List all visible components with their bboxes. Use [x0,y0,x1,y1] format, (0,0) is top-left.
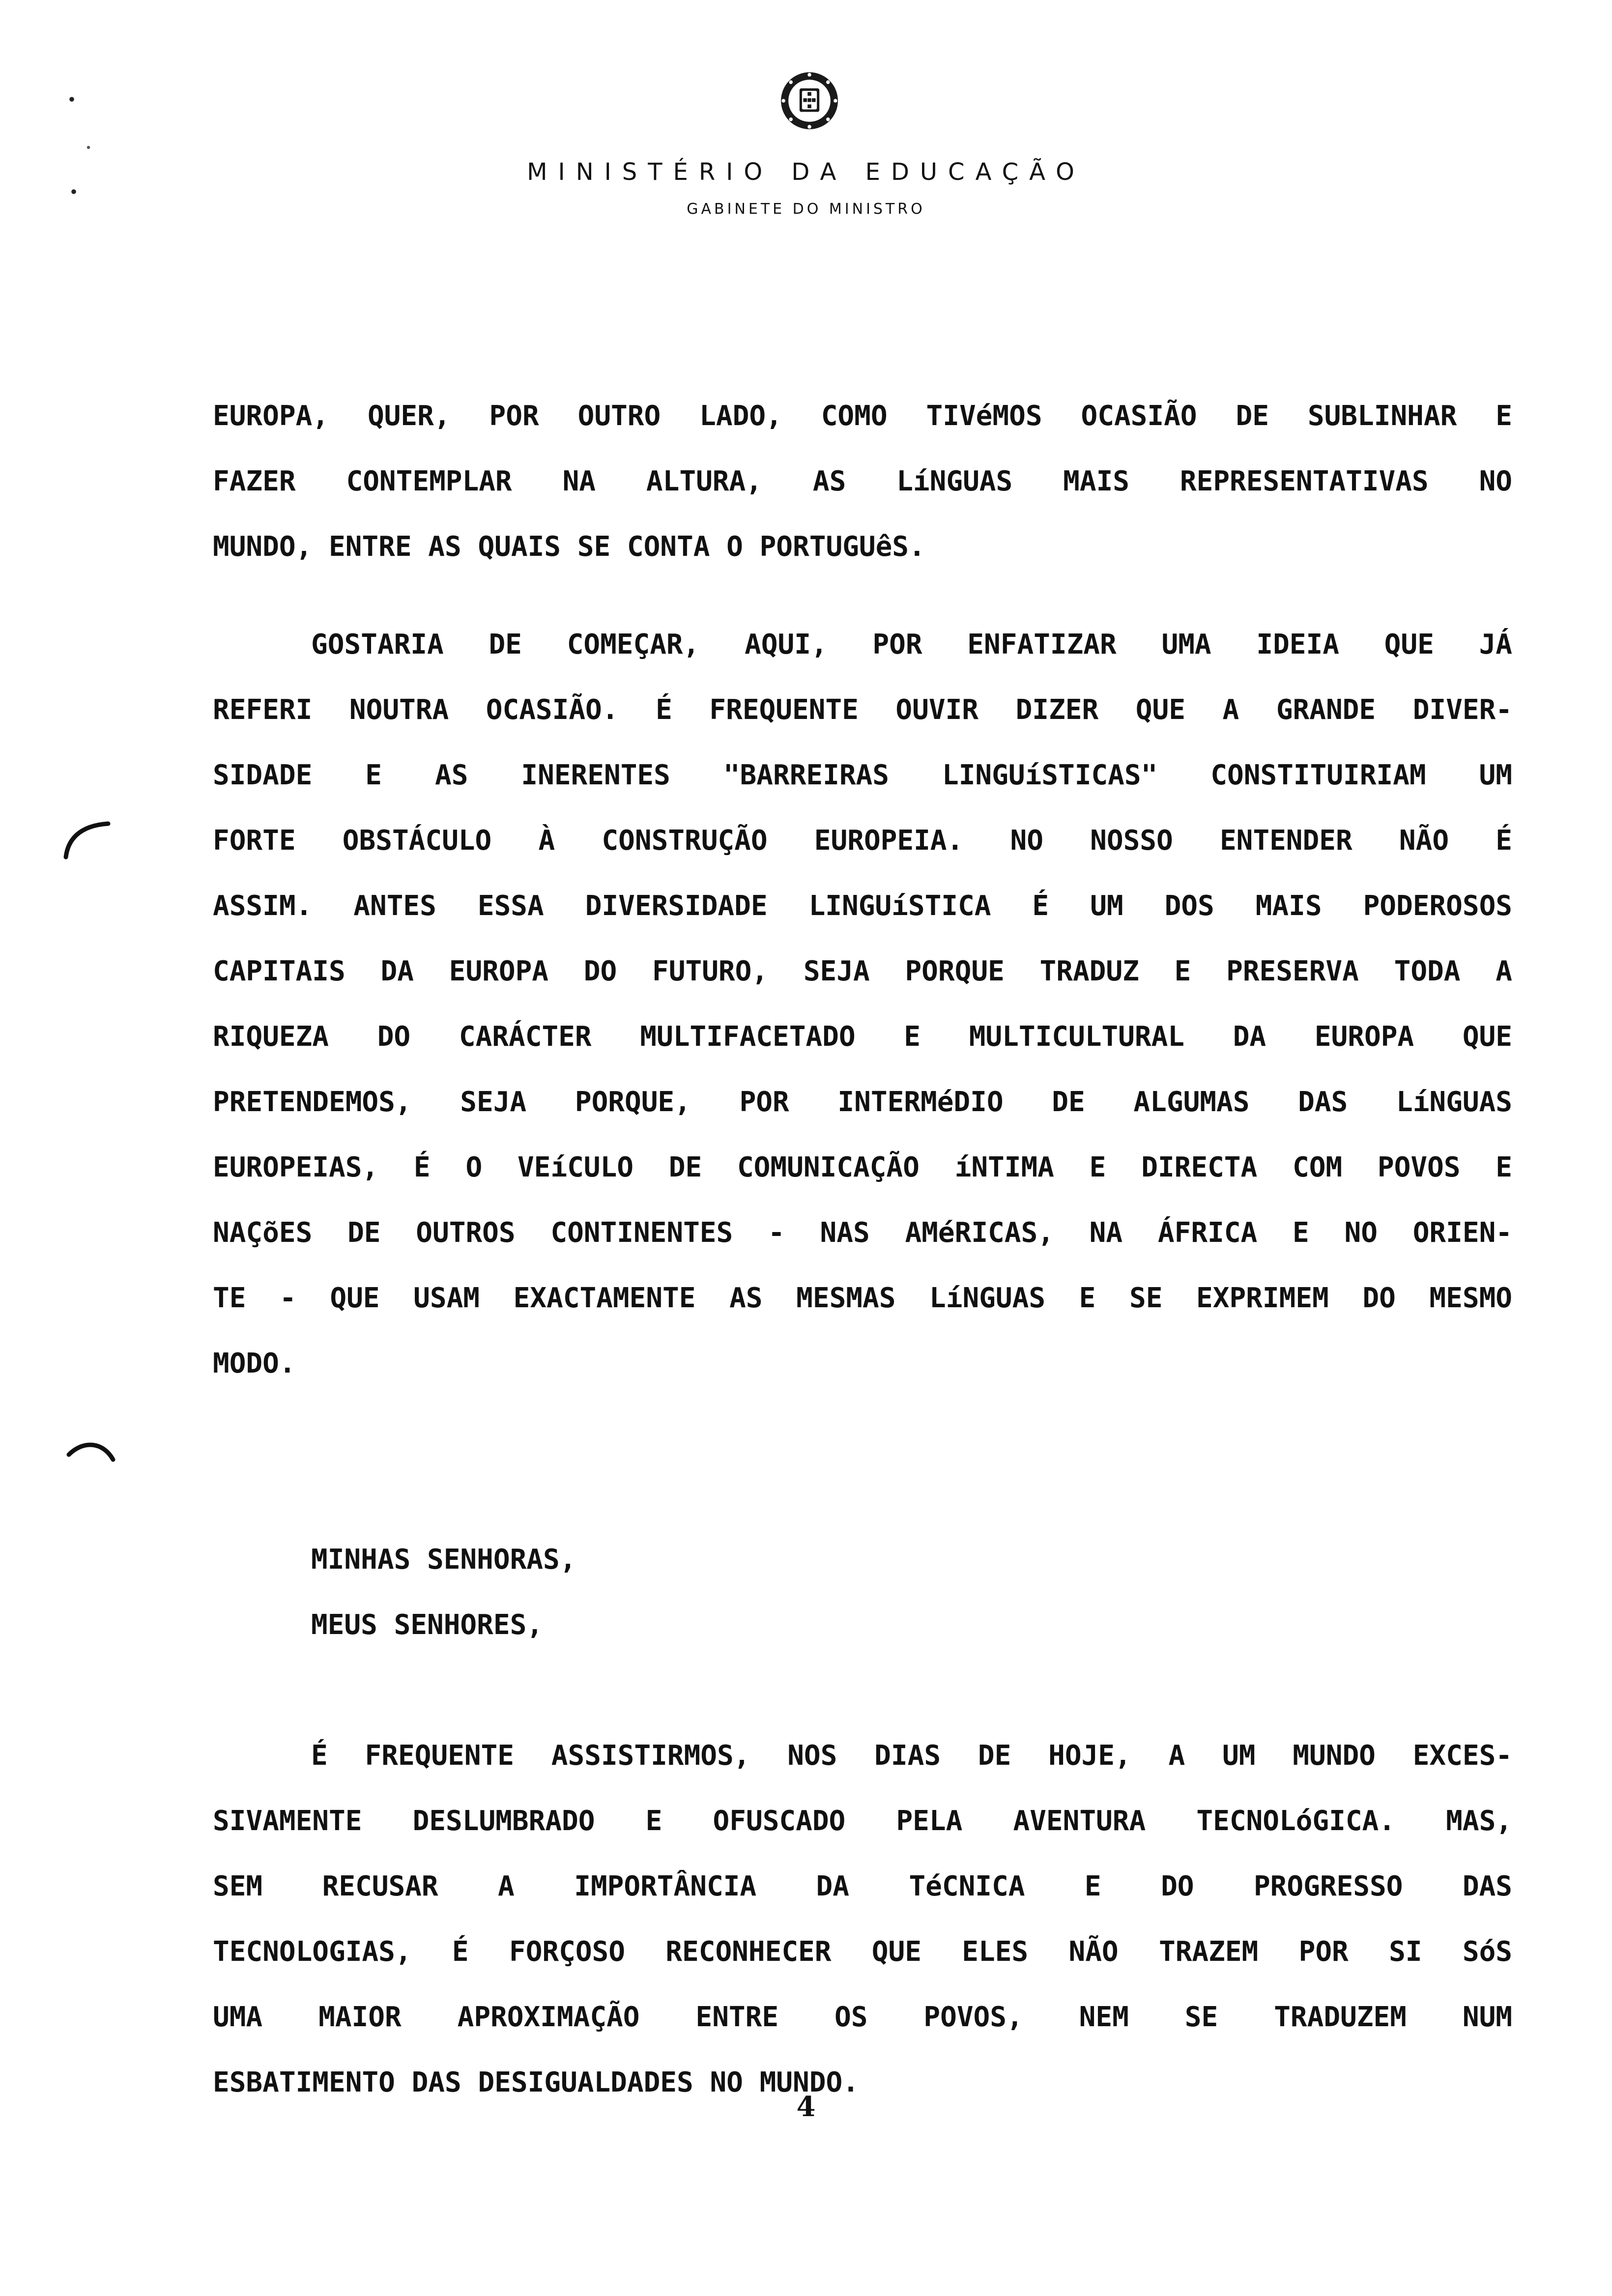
text-line: EUROPA, QUER, POR OUTRO LADO, COMO TIVéMOS OCASIÃO DE SUBLINHAR E [213,400,1512,432]
cabinet-name: GABINETE DO MINISTRO [687,201,925,218]
coat-of-arms-icon [778,70,840,132]
section-gap [213,1396,1512,1527]
paragraph-2 [213,612,1512,1396]
text-line: GOSTARIA DE COMEÇAR, AQUI, POR ENFATIZAR UMA IDEIA QUE JÁ [311,629,1512,660]
text-line: FORTE OBSTÁCULO À CONSTRUÇÃO EUROPEIA. NO NOSSO ENTENDER NÃO É [213,825,1512,857]
text-line: SIVAMENTE DESLUMBRADO E OFUSCADO PELA AVENTURA TECNOLóGICA. MAS, [213,1805,1512,1837]
margin-arc-mark-icon [64,1435,118,1474]
text-line: NAÇõES DE OUTROS CONTINENTES - NAS AMéRICAS, NA ÁFRICA E NO ORIEN- [213,1217,1512,1249]
text-line: SIDADE E AS INERENTES "BARREIRAS LINGUíSTICAS" CONSTITUIRIAM UM [213,759,1512,791]
text-line: UMA MAIOR APROXIMAÇÃO ENTRE OS POVOS, NEM SE TRADUZEM NUM [213,2001,1512,2033]
text-line: REFERI NOUTRA OCASIÃO. É FREQUENTE OUVIR DIZER QUE A GRANDE DIVER- [213,694,1512,726]
text-line: RIQUEZA DO CARÁCTER MULTIFACETADO E MULTICULTURAL DA EUROPA QUE [213,1021,1512,1053]
paragraph-1 [213,383,1512,579]
text-line: MUNDO, ENTRE AS QUAIS SE CONTA O PORTUGUêS. [213,531,925,563]
document-body [213,383,1512,2115]
margin-dot-icon [71,189,77,195]
salutation [213,1527,1512,1658]
text-line: EUROPEIAS, É O VEíCULO DE COMUNICAÇÃO íNTIMA E DIRECTA COM POVOS E [213,1151,1512,1183]
text-line: SEM RECUSAR A IMPORTÂNCIA DA TéCNICA E DO PROGRESSO DAS [213,1870,1512,1902]
text-line: ESBATIMENTO DAS DESIGUALDADES NO MUNDO. [213,2066,859,2098]
text-line: CAPITAIS DA EUROPA DO FUTURO, SEJA PORQUE TRADUZ E PRESERVA TODA A [213,955,1512,987]
margin-dot-icon [86,145,90,149]
margin-corner-mark-icon [59,816,113,860]
paragraph-gap [213,1658,1512,1723]
margin-dot-icon [69,96,75,102]
text-line: TECNOLOGIAS, É FORÇOSO RECONHECER QUE ELES NÃO TRAZEM POR SI SóS [213,1936,1512,1968]
paragraph-gap [213,579,1512,612]
text-line: TE - QUE USAM EXACTAMENTE AS MESMAS LíNGUAS E SE EXPRIMEM DO MESMO [213,1282,1512,1314]
paragraph-3 [213,1723,1512,2115]
salutation-line: MINHAS SENHORAS, [311,1544,576,1576]
text-line: É FREQUENTE ASSISTIRMOS, NOS DIAS DE HOJE, A UM MUNDO EXCES- [311,1740,1512,1772]
text-line: PRETENDEMOS, SEJA PORQUE, POR INTERMéDIO DE ALGUMAS DAS LíNGUAS [213,1086,1512,1118]
text-line: FAZER CONTEMPLAR NA ALTURA, AS LíNGUAS MAIS REPRESENTATIVAS NO [213,465,1512,497]
page-number: 4 [796,2091,816,2123]
text-line: ASSIM. ANTES ESSA DIVERSIDADE LINGUíSTICA É UM DOS MAIS PODEROSOS [213,890,1512,922]
salutation-line: MEUS SENHORES, [311,1609,544,1641]
text-line: MODO. [213,1348,296,1379]
ministry-name: MINISTÉRIO DA EDUCAÇÃO [527,158,1085,186]
